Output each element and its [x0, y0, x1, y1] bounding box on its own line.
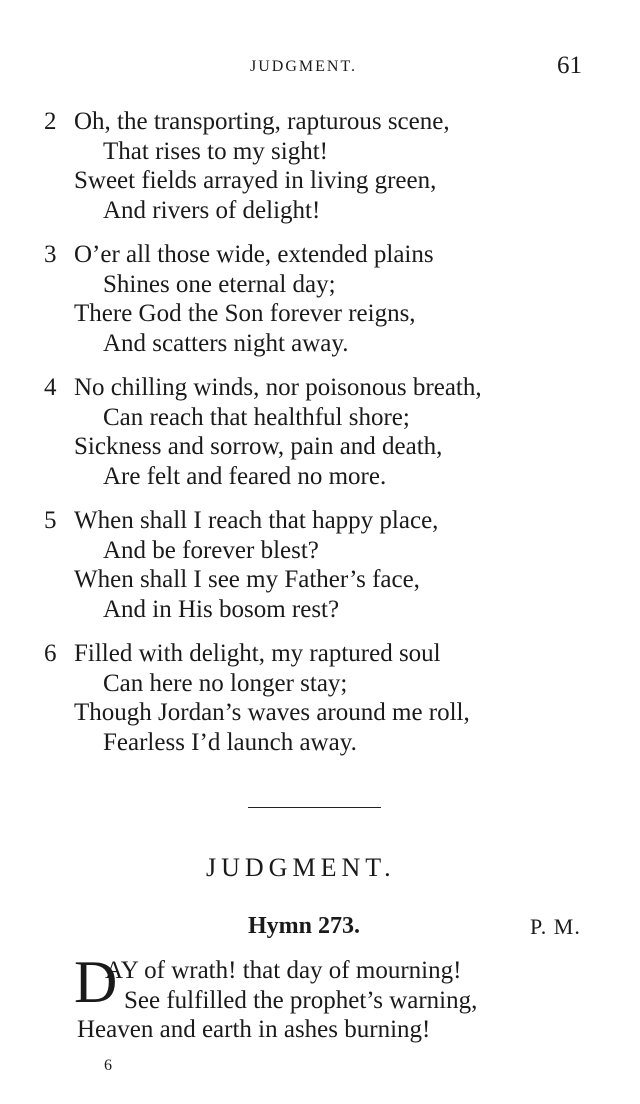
- stanza-line: Oh, the transporting, rapturous scene,: [74, 108, 450, 135]
- section-title: JUDGMENT.: [206, 853, 396, 882]
- page-number: 61: [557, 52, 582, 79]
- stanza-number: 2: [44, 108, 57, 135]
- stanza-line: Are felt and feared no more.: [103, 462, 387, 490]
- hymn-title: Hymn 273.: [248, 913, 361, 939]
- stanza-line: When shall I reach that happy place,: [74, 507, 439, 534]
- hymn-line: Heaven and earth in ashes burning!: [77, 1016, 431, 1043]
- stanza-line: That rises to my sight!: [103, 137, 328, 165]
- hymn-line: AY of wrath! that day of mourning!: [105, 957, 462, 984]
- hymn-line: See fulfilled the prophet’s warning,: [124, 986, 478, 1014]
- stanza-line: Can reach that healthful shore;: [103, 403, 410, 431]
- stanza-line: Sweet fields arrayed in living green,: [74, 167, 437, 194]
- stanza-line: Can here no longer stay;: [103, 669, 348, 697]
- stanza-line: There God the Son forever reigns,: [74, 300, 416, 327]
- stanza-number: 6: [44, 640, 57, 667]
- stanza: [0, 639, 640, 757]
- stanza-line: When shall I see my Father’s face,: [74, 566, 420, 593]
- stanza-line: O’er all those wide, extended plains: [74, 241, 434, 268]
- stanza-number: 4: [44, 374, 57, 401]
- hymn-body: [0, 949, 640, 1045]
- stanza-line: And scatters night away.: [103, 329, 349, 357]
- drop-cap: D: [74, 949, 118, 1015]
- stanza-line: Sickness and sorrow, pain and death,: [74, 433, 443, 460]
- stanza-line: Though Jordan’s waves around me roll,: [74, 699, 470, 726]
- signature-mark: 6: [104, 1057, 112, 1074]
- stanza-line: And rivers of delight!: [103, 196, 321, 224]
- stanza: [0, 107, 640, 225]
- stanza: [0, 373, 640, 491]
- running-title: JUDGMENT.: [250, 58, 358, 75]
- stanza-line: And in His bosom rest?: [103, 595, 340, 623]
- section-divider: [248, 807, 381, 808]
- hymn-meter: P. M.: [530, 914, 581, 939]
- stanza-line: No chilling winds, nor poisonous breath,: [74, 374, 482, 401]
- stanza-number: 5: [44, 507, 57, 534]
- running-head: [0, 52, 640, 78]
- stanza: [0, 506, 640, 624]
- stanza: [0, 240, 640, 358]
- stanza-list: [0, 107, 640, 772]
- stanza-number: 3: [44, 241, 57, 268]
- stanza-line: Filled with delight, my raptured soul: [74, 640, 441, 667]
- stanza-line: Shines one eternal day;: [103, 270, 336, 298]
- stanza-line: Fearless I’d launch away.: [103, 728, 357, 756]
- stanza-line: And be forever blest?: [103, 536, 319, 564]
